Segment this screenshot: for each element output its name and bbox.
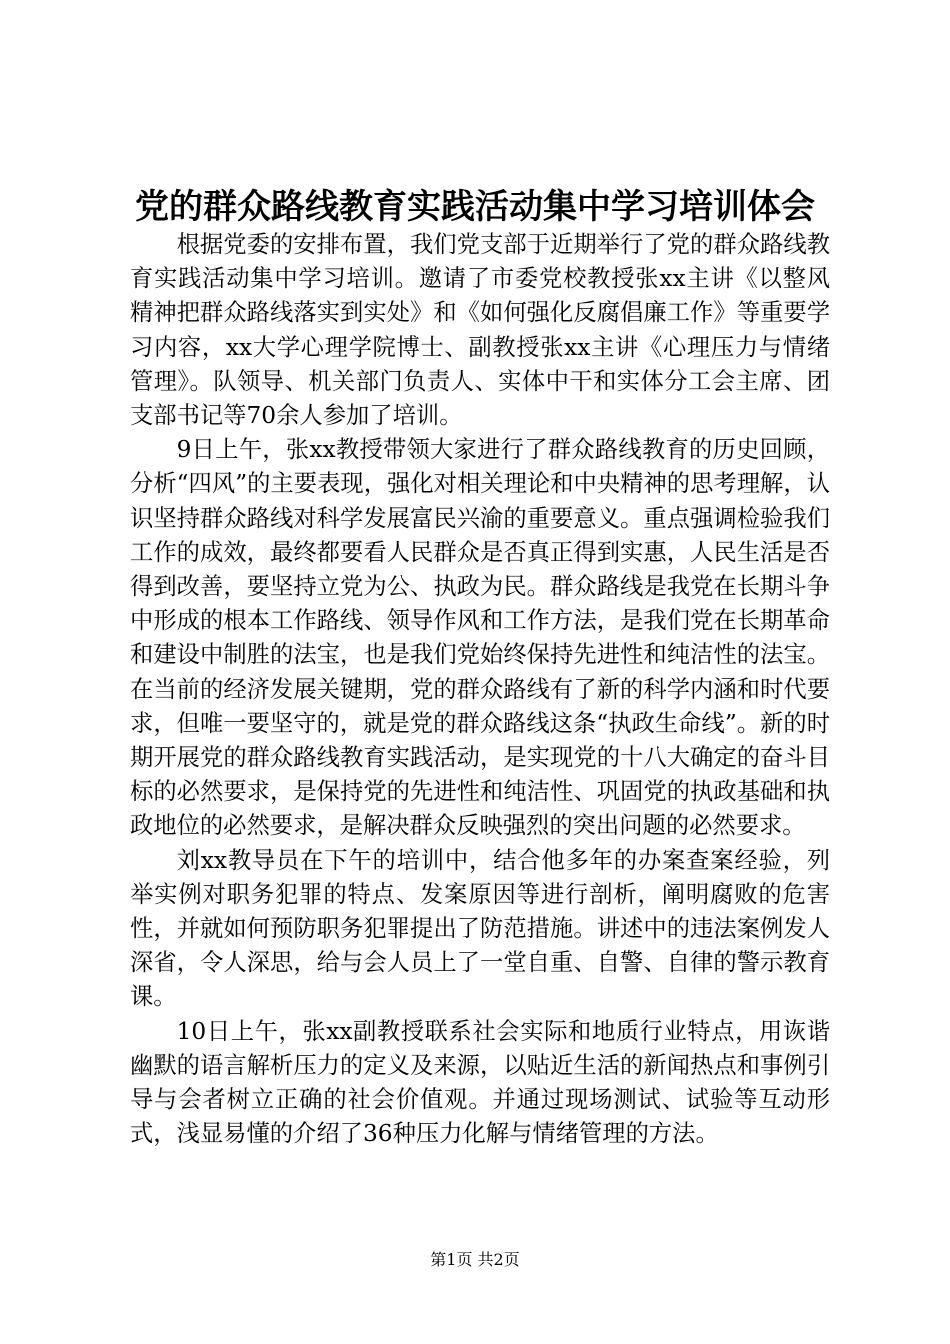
paragraph-3: 刘xx教导员在下午的培训中，结合他多年的办案查案经验，列举实例对职务犯罪的特点、发案原因等进行剖析，阐明腐败的危害性，并就如何预防职务犯罪提出了防范措施。讲述中的违法案例发人深省，令人深思，给与会人员上了一堂自重、自警、自律的警示教育课。 <box>130 846 830 1011</box>
paragraph-2: 9日上午，张xx教授带领大家进行了群众路线教育的历史回顾，分析“四风”的主要表现，强化对相关理论和中央精神的思考理解，认识坚持群众路线对科学发展富民兴渝的重要意义。重点强调检验我们工作的成效，最终都要看人民群众是否真正得到实惠，人民生活是否得到改善，要坚持立党为公、执政为民。群众路线是我党在长期斗争中形成的根本工作路线、领导作风和工作方法，是我们党在长期革命和建设中制胜的法宝，也是我们党始终保持先进性和纯洁性的法宝。在当前的经济发展关键期，党的群众路线有了新的科学内涵和时代要求，但唯一要坚守的，就是党的群众路线这条“执政生命线”。新的时期开展党的群众路线教育实践活动，是实现党的十八大确定的奋斗目标的必然要求，是保持党的先进性和纯洁性、巩固党的执政基础和执政地位的必然要求，是解决群众反映强烈的突出问题的必然要求。 <box>130 436 830 840</box>
page-indicator: 第1页 共2页 <box>430 1250 520 1269</box>
paragraph-4: 10日上午，张xx副教授联系社会实际和地质行业特点，用诙谐幽默的语言解析压力的定义及来源，以贴近生活的新闻热点和事例引导与会者树立正确的社会价值观。并通过现场测试、试验等互动形式，浅显易懂的介绍了36种压力化解与情绪管理的方法。 <box>130 1017 830 1148</box>
document-body <box>130 228 830 1151</box>
page-footer <box>0 1249 950 1271</box>
document-title: 党的群众路线教育实践活动集中学习培训体会 <box>135 187 815 227</box>
paragraph-1: 根据党委的安排布置，我们党支部于近期举行了党的群众路线教育实践活动集中学习培训。邀请了市委党校教授张xx主讲《以整风精神把群众路线落实到实处》和《如何强化反腐倡廉工作》等重要学习内容，xx大学心理学院博士、副教授张xx主讲《心理压力与情绪管理》。队领导、机关部门负责人、实体中干和实体分工会主席、团支部书记等70余人参加了培训。 <box>130 231 830 430</box>
